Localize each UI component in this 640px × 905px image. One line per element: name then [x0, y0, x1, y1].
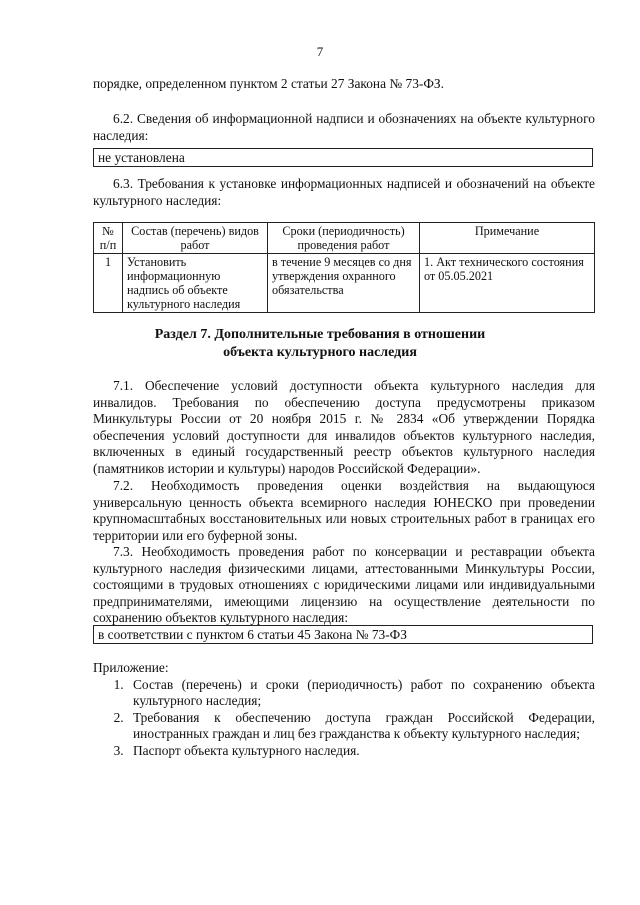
header-terms: Сроки (периодичность) проведения работ	[268, 223, 420, 254]
appendix-list	[93, 677, 595, 760]
section-6-2-text: 6.2. Сведения об информационной надписи и обозначениях на объекте культурного наследия:	[93, 111, 595, 143]
table-header-row	[94, 223, 595, 254]
cell-note: 1. Акт технического состояния от 05.05.2021	[420, 254, 595, 313]
list-item: 3. Паспорт объекта культурного наследия.	[127, 743, 595, 760]
requirements-table	[93, 222, 595, 313]
section-7-2-text: 7.2. Необходимость проведения оценки воздействия на выдающуюся универсальную ценность объекта всемирного наследия ЮНЕСКО при проведении крупномасштабных восстановительных или новых строительных работ в границах его территории или его буферной зоны.	[93, 478, 595, 543]
section-7-heading	[0, 326, 640, 362]
cell-composition: Установить информационную надпись об объекте культурного наследия	[123, 254, 268, 313]
section-6-3-text: 6.3. Требования к установке информационных надписей и обозначений на объекте культурного наследия:	[93, 176, 595, 208]
page-number: 7	[316, 44, 324, 59]
list-item: 2. Требования к обеспечению доступа граждан Российской Федерации, иностранных граждан и лиц без гражданства к объекту культурного наследия;	[127, 710, 595, 743]
section-7-title-line1: Раздел 7. Дополнительные требования в отношении	[154, 327, 486, 342]
header-note: Примечание	[420, 223, 595, 254]
appendix	[93, 660, 595, 760]
table-row	[94, 254, 595, 313]
cell-number: 1	[94, 254, 123, 313]
section-6-2-box: не установлена	[93, 148, 593, 167]
section-7-1-text: 7.1. Обеспечение условий доступности объекта культурного наследия для инвалидов. Требования по обеспечению доступа предусмотрены приказом Минкультуры России от 20 ноября 2015 г. № 2834 «Об утверждении Порядка обеспечения условий доступности для инвалидов объектов культурного наследия, включенных в единый государственный реестр объектов культурного наследия (памятников истории и культуры) народов Российской Федерации».	[93, 378, 595, 476]
header-composition: Состав (перечень) видов работ	[123, 223, 268, 254]
list-item: 1. Состав (перечень) и сроки (периодичность) работ по сохранению объекта культурного наследия;	[127, 677, 595, 710]
header-number: № п/п	[94, 223, 123, 254]
paragraph-continuation: порядке, определенном пунктом 2 статьи 27 Закона № 73-ФЗ.	[93, 76, 444, 91]
cell-terms: в течение 9 месяцев со дня утверждения охранного обязательства	[268, 254, 420, 313]
section-7-3-box: в соответствии с пунктом 6 статьи 45 Закона № 73-ФЗ	[93, 625, 593, 644]
section-7-3-text: 7.3. Необходимость проведения работ по консервации и реставрации объекта культурного наследия физическими лицами, аттестованными Минкультуры России, состоящими в трудовых отношениях с юридическими лицами или индивидуальными предпринимателями, имеющими лицензию на осуществление деятельности по сохранению объектов культурного наследия:	[93, 544, 595, 626]
appendix-label: Приложение:	[93, 660, 169, 675]
section-7-title-line2: объекта культурного наследия	[223, 345, 417, 360]
